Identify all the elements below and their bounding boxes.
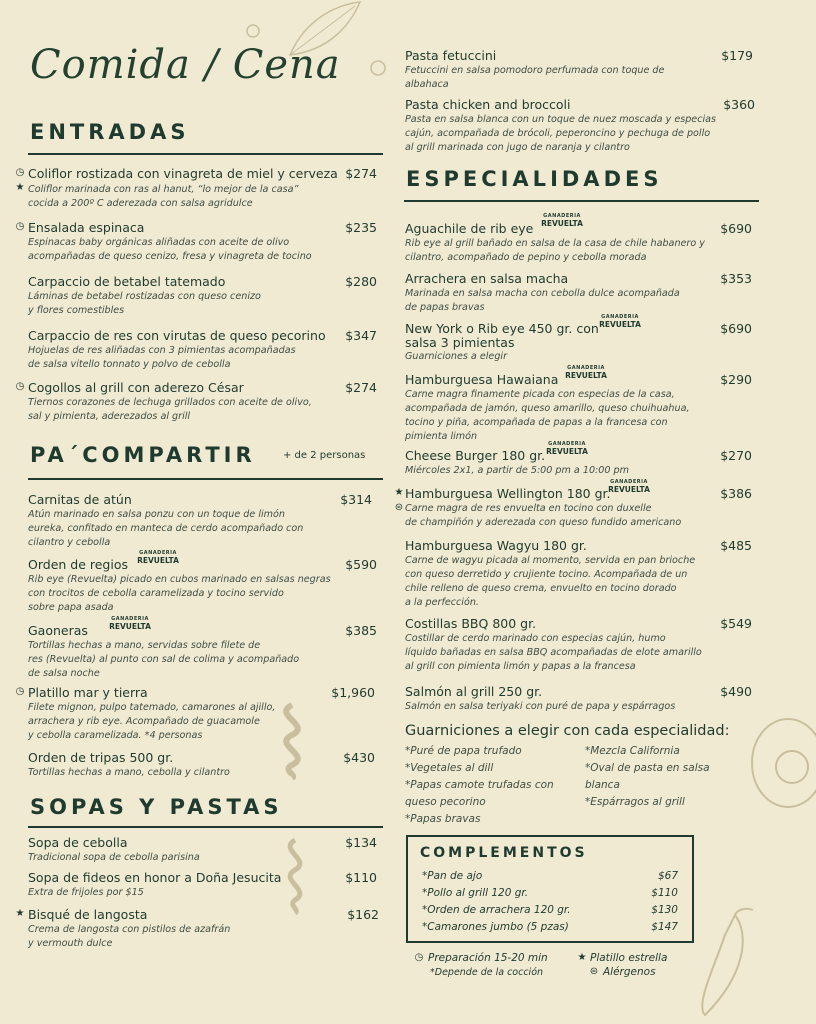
badge-bottom: REVUELTA xyxy=(599,320,641,329)
clock-icon: ◷ xyxy=(414,952,424,963)
item-price: $385 xyxy=(345,623,377,638)
item-name: Orden de tripas 500 gr. xyxy=(28,750,174,765)
item-description: Extra de frijoles por $15 xyxy=(28,887,144,898)
badge-top: GANADERIA xyxy=(543,213,581,219)
legend-star: Platillo estrella xyxy=(590,952,668,964)
item-price: $162 xyxy=(347,907,379,922)
item-price: $353 xyxy=(720,271,752,286)
peppercorn-illustration xyxy=(368,58,388,78)
item-name: Arrachera en salsa macha xyxy=(405,271,569,286)
ganaderia-revuelta-badge xyxy=(607,479,651,493)
item-price: $274 xyxy=(345,166,377,181)
item-price: $314 xyxy=(340,492,372,507)
menu-title: Comida / Cena xyxy=(30,42,341,88)
garnish-option: blanca xyxy=(585,779,620,791)
item-name: Hamburguesa Wagyu 180 gr. xyxy=(405,538,587,553)
item-description: acompañada de jamón, queso amarillo, queso chuihuahua, xyxy=(405,403,690,414)
badge-top: GANADERIA xyxy=(610,479,648,485)
item-name: Carpaccio de res con virutas de queso pecorino xyxy=(28,328,326,343)
legend-prep-note: *Depende de la cocción xyxy=(430,967,544,978)
item-description: acompañadas de queso cenizo, fresa y vinagreta de tocino xyxy=(28,251,312,262)
item-description: arrachera y rib eye. Acompañado de guacamole xyxy=(28,716,260,727)
item-description: Carne magra de res envuelta en tocino con duxelle xyxy=(405,503,652,514)
clock-icon: ◷ xyxy=(15,381,25,392)
item-description: cajún, acompañada de brócoli, peperoncino y pechuga de pollo xyxy=(405,128,711,139)
complemento-price: $67 xyxy=(657,870,678,882)
item-name: Platillo mar y tierra xyxy=(28,685,148,700)
item-name: Aguachile de rib eye xyxy=(405,221,534,236)
item-name-line2: salsa 3 pimientas xyxy=(405,335,515,350)
ganaderia-revuelta-badge xyxy=(545,441,589,455)
badge-bottom: REVUELTA xyxy=(541,219,583,228)
item-name: Pasta chicken and broccoli xyxy=(405,97,571,112)
badge-bottom: REVUELTA xyxy=(137,556,179,565)
item-description: Miércoles 2x1, a partir de 5:00 pm a 10:00 pm xyxy=(405,465,629,476)
avocado-illustration xyxy=(740,715,816,810)
item-price: $430 xyxy=(343,750,375,765)
item-description: Hojuelas de res aliñadas con 3 pimientas acompañadas xyxy=(28,345,296,356)
garnish-option: *Oval de pasta en salsa xyxy=(585,762,710,774)
badge-top: GANADERIA xyxy=(567,365,605,371)
item-description: albahaca xyxy=(405,79,449,90)
complementos-box xyxy=(406,835,694,943)
item-price: $549 xyxy=(720,616,752,631)
item-name: Carpaccio de betabel tatemado xyxy=(28,274,226,289)
complemento-price: $110 xyxy=(651,887,678,899)
item-name: Cogollos al grill con aderezo César xyxy=(28,380,244,395)
section-note: + de 2 personas xyxy=(283,450,366,461)
item-price: $690 xyxy=(720,221,752,236)
item-price: $590 xyxy=(345,557,377,572)
section-divider xyxy=(404,200,759,202)
section-title-sopas: SOPAS Y PASTAS xyxy=(30,795,283,819)
item-price: $1,960 xyxy=(331,685,375,700)
item-description: al grill marinada con jugo de naranja y cilantro xyxy=(405,142,630,153)
item-price: $690 xyxy=(720,321,752,336)
item-description: Atún marinado en salsa ponzu con un toque de limón xyxy=(28,509,285,520)
section-title-especialidades: ESPECIALIDADES xyxy=(406,167,663,191)
complemento-name: *Pollo al grill 120 gr. xyxy=(422,887,529,899)
complemento-price: $147 xyxy=(651,921,678,933)
badge-bottom: REVUELTA xyxy=(565,371,607,380)
item-name: Pasta fetuccini xyxy=(405,48,497,63)
clock-icon: ◷ xyxy=(15,686,25,697)
item-price: $490 xyxy=(720,684,752,699)
item-description: Guarniciones a elegir xyxy=(405,351,508,362)
item-description: Rib eye al grill bañado en salsa de la casa de chile habanero y xyxy=(405,238,705,249)
item-description: y vermouth dulce xyxy=(28,938,113,949)
item-description: de papas bravas xyxy=(405,302,485,313)
item-price: $386 xyxy=(720,486,752,501)
item-price: $179 xyxy=(721,48,753,63)
item-description: Láminas de betabel rostizadas con queso cenizo xyxy=(28,291,261,302)
item-price: $110 xyxy=(345,870,377,885)
item-description: sobre papa asada xyxy=(28,602,114,613)
complementos-title: COMPLEMENTOS xyxy=(420,845,588,861)
allergen-icon: ⊜ xyxy=(589,966,599,977)
item-description: Rib eye (Revuelta) picado en cubos marinado en salsas negras xyxy=(28,574,331,585)
item-description: Crema de langosta con pistilos de azafrán xyxy=(28,924,231,935)
item-description: Pasta en salsa blanca con un toque de nuez moscada y especias xyxy=(405,114,717,125)
section-divider xyxy=(28,478,383,480)
clock-icon: ◷ xyxy=(15,167,25,178)
garnish-option: queso pecorino xyxy=(405,796,486,808)
item-name: Hamburguesa Wellington 180 gr. xyxy=(405,486,611,501)
item-price: $290 xyxy=(720,372,752,387)
item-name: Coliflor rostizada con vinagreta de miel y cerveza xyxy=(28,166,338,181)
item-price: $360 xyxy=(723,97,755,112)
item-description: res (Revuelta) al punto con sal de colima y acompañado xyxy=(28,654,300,665)
item-description: Marinada en salsa macha con cebolla dulce acompañada xyxy=(405,288,680,299)
badge-top: GANADERIA xyxy=(601,314,639,320)
item-price: $134 xyxy=(345,835,377,850)
item-description: cilantro y cebolla xyxy=(28,537,111,548)
item-description: con queso derretido y crujiente tocino. Acompañada de un xyxy=(405,569,688,580)
item-name: Carnitas de atún xyxy=(28,492,132,507)
item-name: Salmón al grill 250 gr. xyxy=(405,684,543,699)
badge-top: GANADERIA xyxy=(111,616,149,622)
allergen-icon: ⊜ xyxy=(394,502,404,513)
guarniciones-title: Guarniciones a elegir con cada especialidad: xyxy=(405,723,730,739)
item-name: Hamburguesa Hawaiana xyxy=(405,372,559,387)
item-description: Tortillas hechas a mano, cebolla y cilantro xyxy=(28,767,230,778)
garnish-option: *Mezcla California xyxy=(585,745,680,757)
item-description: y flores comestibles xyxy=(28,305,125,316)
item-description: Tortillas hechas a mano, servidas sobre filete de xyxy=(28,640,261,651)
garnish-option: *Papas bravas xyxy=(405,813,481,825)
item-name: Sopa de fideos en honor a Doña Jesucita xyxy=(28,870,282,885)
item-description: al grill con pimienta limón y papas a la francesa xyxy=(405,661,636,672)
garnish-option: *Puré de papa trufado xyxy=(405,745,522,757)
clock-icon: ◷ xyxy=(15,221,25,232)
badge-top: GANADERIA xyxy=(548,441,586,447)
garnish-option: *Espárragos al grill xyxy=(585,796,685,808)
item-description: pimienta limón xyxy=(405,431,478,442)
star-icon: ★ xyxy=(15,908,25,919)
complemento-name: *Pan de ajo xyxy=(422,870,483,882)
item-description: Tradicional sopa de cebolla parisina xyxy=(28,852,200,863)
item-description: líquido bañadas en salsa BBQ acompañadas de elote amarillo xyxy=(405,647,702,658)
item-name: Cheese Burger 180 gr. xyxy=(405,448,546,463)
item-name: Bisqué de langosta xyxy=(28,907,148,922)
legend-allergen: Alérgenos xyxy=(603,966,656,978)
item-description: Filete mignon, pulpo tatemado, camarones al ajillo, xyxy=(28,702,276,713)
item-price: $235 xyxy=(345,220,377,235)
complemento-name: *Orden de arrachera 120 gr. xyxy=(422,904,571,916)
item-description: de champiñón y aderezada con queso fundido americano xyxy=(405,517,682,528)
item-description: Coliflor marinada con ras al hanut, “lo mejor de la casa” xyxy=(28,184,299,195)
item-name: Sopa de cebolla xyxy=(28,835,128,850)
section-title-entradas: ENTRADAS xyxy=(30,120,190,144)
item-name: Costillas BBQ 800 gr. xyxy=(405,616,537,631)
section-divider xyxy=(28,153,383,155)
peppercorn-illustration xyxy=(244,22,262,40)
ganaderia-revuelta-badge xyxy=(564,365,608,379)
item-description: Salmón en salsa teriyaki con puré de papa y espárragos xyxy=(405,701,676,712)
item-price: $270 xyxy=(720,448,752,463)
item-price: $280 xyxy=(345,274,377,289)
item-description: con trocitos de cebolla caramelizada y tocino servido xyxy=(28,588,284,599)
badge-top: GANADERIA xyxy=(139,550,177,556)
item-description: cocida a 200º C aderezada con salsa agridulce xyxy=(28,198,253,209)
item-description: tocino y piña, acompañada de papas a la francesa con xyxy=(405,417,668,428)
badge-bottom: REVUELTA xyxy=(109,622,151,631)
item-price: $485 xyxy=(720,538,752,553)
item-description: de salsa noche xyxy=(28,668,100,679)
item-description: cilantro, acompañado de pepino y cebolla morada xyxy=(405,252,647,263)
item-description: eureka, confitado en manteca de cerdo acompañado con xyxy=(28,523,304,534)
item-description: sal y pimienta, aderezados al grill xyxy=(28,411,191,422)
item-name: Ensalada espinaca xyxy=(28,220,145,235)
ganaderia-revuelta-badge xyxy=(598,314,642,328)
item-description: Espinacas baby orgánicas aliñadas con aceite de olivo xyxy=(28,237,290,248)
star-icon: ★ xyxy=(577,952,587,963)
item-description: chile relleno de queso crema, envuelto en tocino dorado xyxy=(405,583,677,594)
badge-bottom: REVUELTA xyxy=(546,447,588,456)
item-description: de salsa vitello tonnato y polvo de cebolla xyxy=(28,359,231,370)
legend-prep-time: Preparación 15-20 min xyxy=(428,952,548,964)
star-icon: ★ xyxy=(394,487,404,498)
garnish-option: *Vegetales al dill xyxy=(405,762,494,774)
item-name: Orden de regios xyxy=(28,557,128,572)
item-description: Fetuccini en salsa pomodoro perfumada con toque de xyxy=(405,65,665,76)
complemento-price: $130 xyxy=(651,904,678,916)
item-description: a la perfección. xyxy=(405,597,479,608)
complemento-name: *Camarones jumbo (5 pzas) xyxy=(422,921,569,933)
item-price: $274 xyxy=(345,380,377,395)
badge-bottom: REVUELTA xyxy=(608,485,650,494)
section-divider xyxy=(28,826,383,828)
garnish-option: *Papas camote trufadas con xyxy=(405,779,554,791)
ganaderia-revuelta-badge xyxy=(540,213,584,227)
star-icon: ★ xyxy=(15,182,25,193)
ganaderia-revuelta-badge xyxy=(136,550,180,564)
item-description: Costillar de cerdo marinado con especias cajún, humo xyxy=(405,633,666,644)
item-description: Carne de wagyu picada al momento, servida en pan brioche xyxy=(405,555,696,566)
item-price: $347 xyxy=(345,328,377,343)
item-description: Tiernos corazones de lechuga grillados con aceite de olivo, xyxy=(28,397,312,408)
section-title-compartir: PA´COMPARTIR xyxy=(30,443,256,467)
item-name: Gaoneras xyxy=(28,623,88,638)
item-description: y cebolla caramelizada. *4 personas xyxy=(28,730,203,741)
item-name: New York o Rib eye 450 gr. con xyxy=(405,321,599,336)
ganaderia-revuelta-badge xyxy=(108,616,152,630)
item-description: Carne magra finamente picada con especias de la casa, xyxy=(405,389,675,400)
